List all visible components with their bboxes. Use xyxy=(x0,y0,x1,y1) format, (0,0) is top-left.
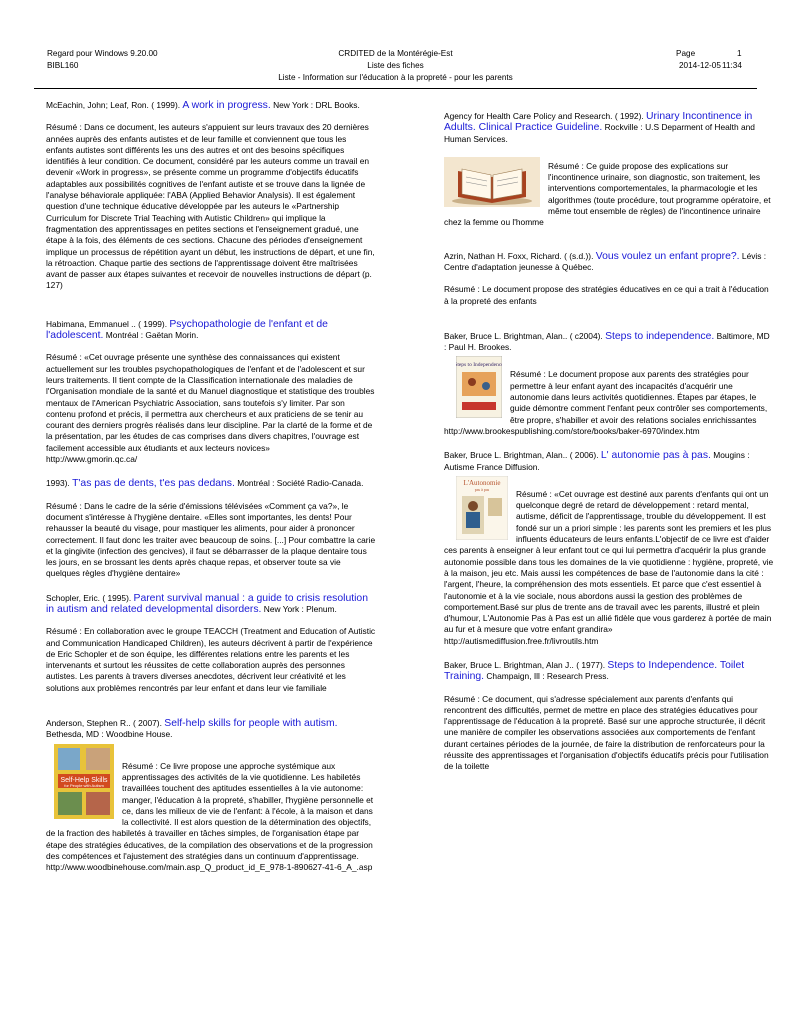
organization: CRDITED de la Montérégie-Est xyxy=(338,49,453,58)
summary: Résumé : Dans le cadre de la série d'émissions télévisées «Comment ça va?», le document s'intéresse à l'hygiène dentaire. «Elles sont importantes, les dents! Pour rehausser la beauté du visage, pour mastiquer les aliments, pour aider à prononcer correctement. Il faut donc les traiter avec beaucoup de soins. [...] Pour combattre la carie et la gingivite (infection des gencives), il faut se débarrasser de la plaque dentaire tous les jours, en se brossant les dents après chaque repas, et observer toute sa vie quelques règles d'hygiène dentaire» xyxy=(46,500,376,579)
record-entry xyxy=(444,331,774,437)
report-time: 11:34 xyxy=(722,61,742,70)
publisher: New York : Plenum. xyxy=(263,603,337,614)
cover-title: L'Autonomie xyxy=(463,478,501,487)
cover-title: Self-Help Skills xyxy=(60,776,108,784)
url-link[interactable]: http://www.gmorin.qc.ca/ xyxy=(46,454,138,465)
citation xyxy=(444,251,774,274)
record-entry xyxy=(46,319,376,466)
authors: Schopler, Eric. ( 1995). xyxy=(46,592,132,603)
record-entry xyxy=(46,478,376,579)
record-title[interactable]: T'as pas de dents, t'es pas dedans. xyxy=(72,478,235,490)
authors: Habimana, Emmanuel .. ( 1999). xyxy=(46,318,168,329)
page-number: 1 xyxy=(737,49,742,58)
publisher: Montréal : Gaëtan Morin. xyxy=(105,330,199,341)
record-title[interactable]: A work in progress. xyxy=(182,100,271,111)
record-title[interactable]: Steps to independence. xyxy=(605,330,715,342)
report-code: BIBL160 xyxy=(47,61,79,70)
summary: Résumé : «Cet ouvrage est destiné aux parents d'enfants qui ont un quelconque degré de retard de développement : retard mental, autisme, déficit de l'apprentissage, trouble du développement. Il est fondé sur un a priori simple : les parents sont les premiers et les plus influents éducateurs de leurs enfants.L'objectif de ce livre est d'aider ces parents à enseigner à leur enfant tout ce qui lui permettra d'acquérir la plus grande autonomie possible dans tous les domaines de la vie quotidienne : hygiène, propreté, vie à la maison, jeu etc. Mais aussi les compétences de base de l'autonomie dans la cité : l'argent, l'heure, la compréhension des mots essentiels. Et parce que c'est essentiel à l'autonomie et à la vie sociale, nous abordons aussi la gestion des problèmes de comportement.Basé sur plus de trente ans de travail avec les parents, illustré et plein d'humour, L'Autonomie Pas à Pas est un allié fidèle que vous garderez à portée de main au fur et à mesure que votre enfant grandira» xyxy=(444,488,774,635)
book-cover-image xyxy=(456,356,502,421)
record-title[interactable]: Self-help skills for people with autism. xyxy=(164,718,338,730)
record-title[interactable]: Psychopathologie de l'enfant et de l'adolescent. xyxy=(46,318,328,342)
publisher: Baltimore, MD : Paul H. Brookes. xyxy=(444,330,770,353)
record-title[interactable]: Parent survival manual : a guide to crisis resolution in autism and related developmental disorders. xyxy=(46,592,368,615)
citation xyxy=(444,331,774,354)
citation xyxy=(444,450,774,473)
authors: 1993). xyxy=(46,478,70,489)
summary: Résumé : Ce document, qui s'adresse spécialement aux parents d'enfants qui rencontrent des difficultés, permet de mettre en place des stratégies éducatives pour l'apprentissage de l'éducation à la propreté. Basé sur une approche structurée, il décrit une manière de compiler les observations associées aux comportements de l'enfant durant certaines périodes de la journée, de faire la distribution de renforcateurs pour la réussite des apprentissages et l'organisation d'objectifs éducatifs précis pour l'utilisation de la toilette xyxy=(444,693,769,772)
url-link[interactable]: http://autismediffusion.free.fr/livroutils.htm xyxy=(444,635,599,646)
record-title[interactable]: Steps to Independence. Toilet Training. xyxy=(444,659,745,683)
publisher: Montréal : Société Radio-Canada. xyxy=(237,478,364,489)
record-entry xyxy=(444,660,774,773)
cover-subtitle: for People with Autism xyxy=(64,782,104,788)
summary: Résumé : Ce guide propose des explications sur l'incontinence urinaire, son diagnostic, son traitement, les interventions comportementales, la pharmacologie et les algorithmes (toute procédure, tout programme opératoire, et même tout ensemble de règles) de l'incontinence urinaire chez la femme ou l'homme xyxy=(444,160,771,228)
record-entry xyxy=(46,718,376,874)
header-divider xyxy=(34,88,757,89)
authors: Baker, Bruce L. Brightman, Alan.. ( 2006). xyxy=(444,450,599,461)
publisher: Bethesda, MD : Woodbine House. xyxy=(46,729,173,740)
summary: Résumé : «Cet ouvrage présente une synthèse des connaissances qui existent actuellement sur les troubles psychopathologiques de l'enfant et de l'adolescent et sur leurs traitements. Il tient compte de la Classification internationale des maladies de l'Organisation mondiale de la santé et du Manuel diagnostique et statistique des troubles mentaux de l'American Psychiatric Association, sans toutefois s'y limiter. Par son contenu profond et précis, il permettra aux chercheurs et aux praticiens de se tenir au courant des derniers progrès réalisés dans leur discipline. Par la clarté de la forme et de la présentation, par les études de cas comprises dans divers chapitres, l'ouvrage est facilement accessible aux étudiants et aux lecteurs novices» xyxy=(46,352,375,453)
citation xyxy=(46,319,376,342)
left-column xyxy=(46,100,376,874)
summary: Résumé : En collaboration avec le groupe TEACCH (Treatment and Education of Autistic and Communication Handicaped Children), les auteurs décrivent à partir de l'expérience de Eric Schopler et de son équipe, les différentes relations entre les parents et les intervenants et surtout les réussites de cette collaboration auprès des personnes autistes. Les parents à travers diverses anecdotes, décrivent leur créativité et les solutions aux problèmes rencontrés par leur enfant et dans leur vie familiale xyxy=(46,626,376,693)
record-entry xyxy=(444,111,774,229)
record-entry xyxy=(46,100,376,292)
subtitle: Liste des fiches xyxy=(367,61,424,70)
record-title[interactable]: L' autonomie pas à pas. xyxy=(600,450,711,462)
authors: Baker, Bruce L. Brightman, Alan J.. ( 1977). xyxy=(444,659,606,670)
record-entry xyxy=(46,593,376,694)
right-column xyxy=(444,111,774,773)
url-link[interactable]: http://www.brookespublishing.com/store/books/baker-6970/index.htm xyxy=(444,425,700,436)
authors: Azrin, Nathan H. Foxx, Richard. ( (s.d.)). xyxy=(444,250,594,261)
authors: Baker, Bruce L. Brightman, Alan.. ( c2004). xyxy=(444,330,603,341)
record-title[interactable]: Urinary Incontinence in Adults. Clinical Practice Guideline. xyxy=(444,111,753,134)
publisher: Mougins : Autisme France Diffusion. xyxy=(444,450,750,472)
software-name: Regard pour Windows 9.20.00 xyxy=(47,49,158,58)
publisher: Champaign, Ill : Research Press. xyxy=(486,671,609,682)
citation xyxy=(46,593,376,616)
book-cover-image xyxy=(54,744,114,822)
cover-subtitle: pas à pas xyxy=(474,486,490,492)
publisher: New York : DRL Books. xyxy=(273,100,360,110)
citation xyxy=(46,100,376,111)
summary: Résumé : Ce livre propose une approche systémique aux apprentissages des activités de la vie quotidienne. Les habiletés travaillées touchent des aptitudes essentielles à la vie autonome: manger, l'éducation à la propreté, s'habiller, l'hygiène personnelle et ce, dans les milieux de vie de l'enfant: à l'école, à la maison et dans la collectivité. Il est alors question de la détermination des objectifs, de la fraction des habiletés à travailler en tâches simples, de l'organisation étape par étape des stratégies éducatives, de la compilation des observations et de la progression des compétences et l'ajustement des stratégies dans un continuum d'apprentissage. xyxy=(46,760,374,862)
summary: Résumé : Le document propose aux parents des stratégies pour permettre à leur enfant ayant des incapacités d'acquérir une autonomie dans leurs activités quotidiennes. Étapes par étapes, le guide démontre comment l'enfant peux contrôler ses comportements, être propre, s'habiller et avoir des relations sociales enrichissantes xyxy=(510,369,768,425)
record-title[interactable]: Vous voulez un enfant propre?. xyxy=(595,250,740,262)
summary: Résumé : Dans ce document, les auteurs s'appuient sur leurs travaux des 20 dernières années auprès des enfants autistes et de leur famille et conviennent que tous les enfants autistes sont différents les uns des autres et ont des besoins spécifiques identifiés à leur condition. Ce document, considéré par les auteurs comme un travail en devenir «Work in progress», se présente comme un programme d'objectifs éducatifs adaptables aux possibilités cognitives de l'enfant autiste et se trouve dans la lignée de l'analyse béhaviorale appliquée: l'ABA (Applied Behavior Analysis). Il est également question d'une technique éducative développée par les auteurs le «Partnership Curriculum for Discrete Trial Teaching with Autistic Children» qui implique la fragmentation des apprentissages en petites sections et l'enseignement gradué, une étape à la fois, des éléments de ces sections. Chacune des périodes d'enseignement implique un processus de répétition ayant un début, les instructions de départ, et une fin, la rétroaction. Chaque partie des sections de l'apprentissage doivent être maîtrisées avant de passer aux étapes suivantes et recevoir de nouvelles instructions de départ (p. 127) xyxy=(46,122,375,291)
authors: McEachin, John; Leaf, Ron. ( 1999). xyxy=(46,100,181,110)
book-cover-image xyxy=(456,476,508,543)
cover-title: Steps to Independence xyxy=(456,362,502,369)
url-link[interactable]: http://www.woodbinehouse.com/main.asp_Q_product_id_E_978-1-890627-41-6_A_.asp xyxy=(46,862,373,873)
list-title: Liste - Information sur l'éducation à la propreté - pour les parents xyxy=(278,73,513,82)
report-date: 2014-12-05 xyxy=(679,61,721,70)
citation xyxy=(444,111,774,145)
citation xyxy=(444,660,774,683)
citation xyxy=(46,718,376,741)
book-icon xyxy=(444,157,540,210)
citation xyxy=(46,478,376,489)
authors: Agency for Health Care Policy and Research. ( 1992). xyxy=(444,111,644,121)
summary: Résumé : Le document propose des stratégies éducatives en ce qui a trait à l'éducation à la propreté des enfants xyxy=(444,284,769,306)
record-entry xyxy=(444,450,774,647)
authors: Anderson, Stephen R.. ( 2007). xyxy=(46,718,162,729)
page-label: Page xyxy=(676,49,696,58)
publisher: Rockville : U.S Deparment of Health and Human Services. xyxy=(444,122,755,144)
record-entry xyxy=(444,251,774,307)
publisher: Lévis : Centre d'adaptation jeunesse à Québec. xyxy=(444,250,767,272)
